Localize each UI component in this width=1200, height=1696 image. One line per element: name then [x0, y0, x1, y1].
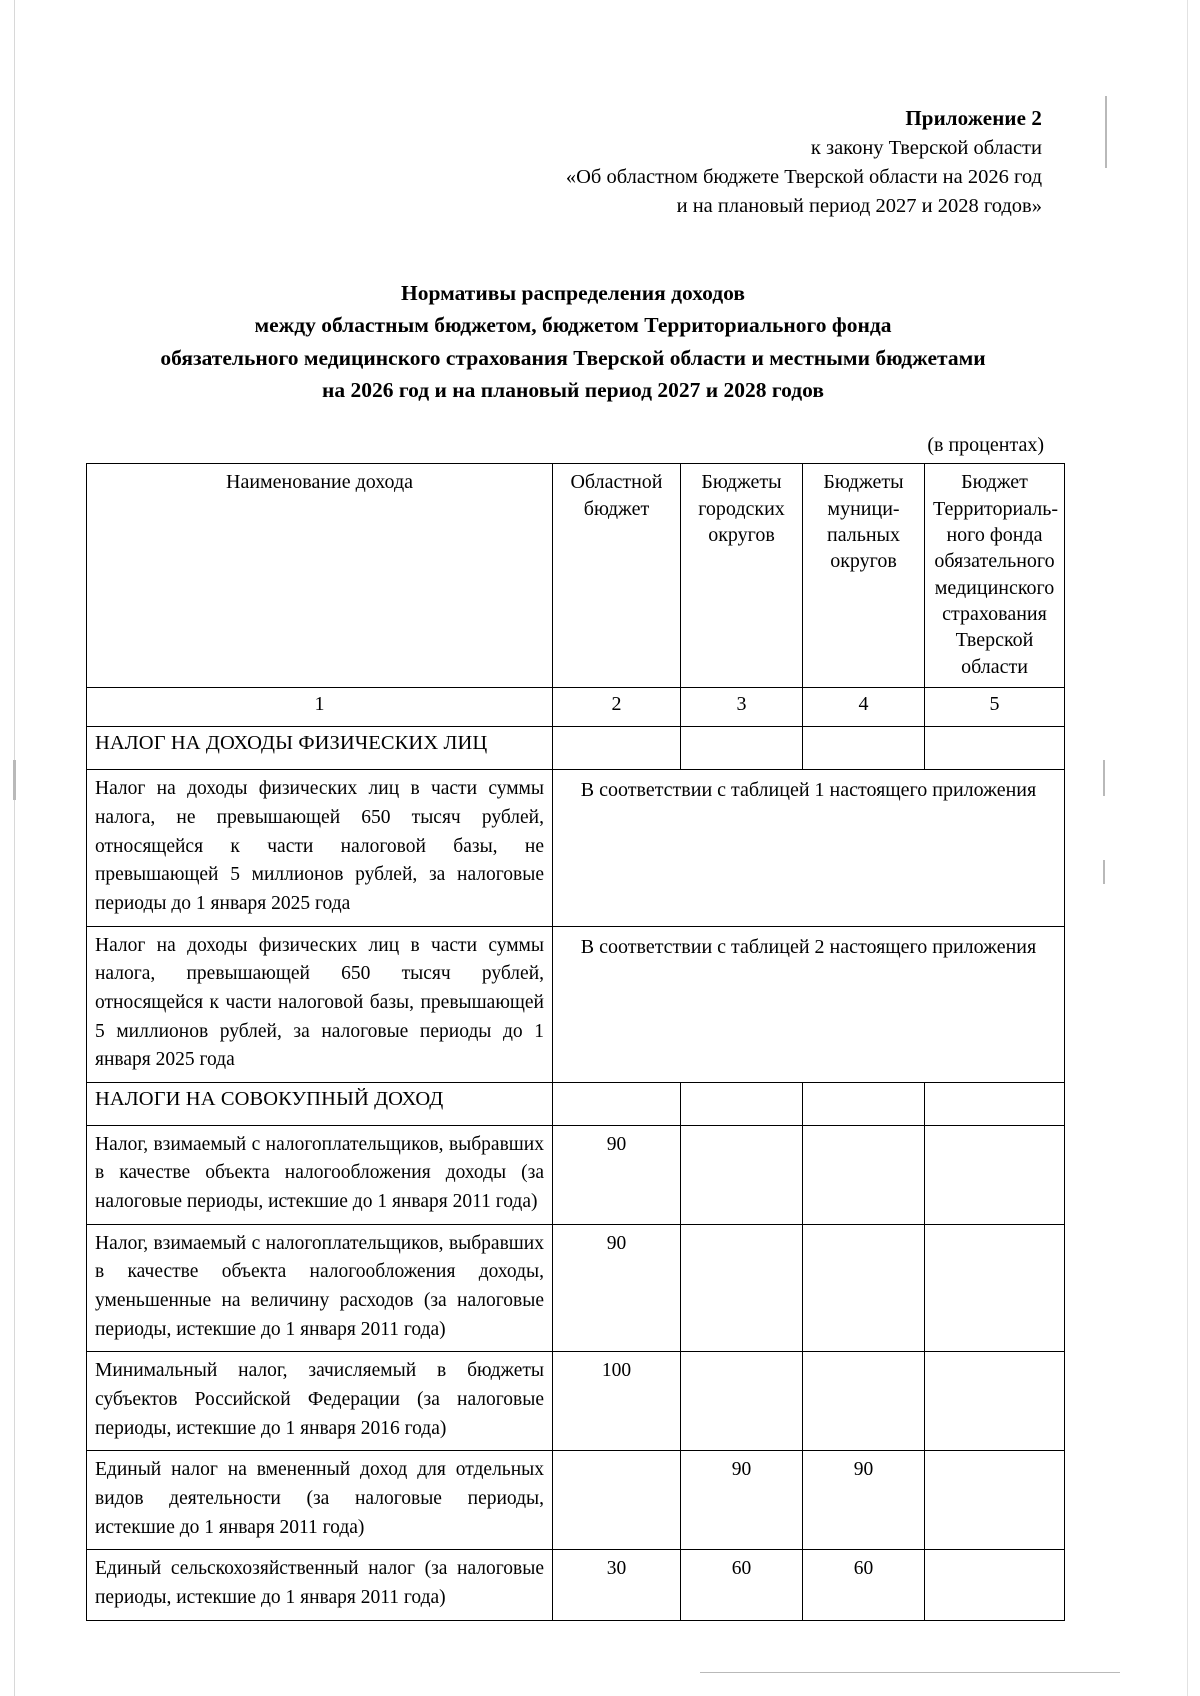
scan-artifact-bottom [700, 1672, 1120, 1673]
table-column-numbers-row [87, 688, 1065, 727]
value-city-districts: 90 [681, 1451, 803, 1550]
document-reference-block [86, 0, 1100, 221]
value-city-districts [681, 1352, 803, 1451]
header-regional-budget: Областной бюджет [553, 464, 681, 688]
value-tfoms [925, 1451, 1065, 1550]
section-title-personal-income-tax: НАЛОГ НА ДОХОДЫ ФИЗИЧЕСКИХ ЛИЦ [87, 727, 553, 770]
units-note: (в процентах) [927, 434, 1044, 457]
title-line-1: Нормативы распределения доходов [400, 281, 746, 306]
value-regional-budget: 30 [553, 1550, 681, 1620]
value-tfoms [925, 1550, 1065, 1620]
section-cell-city [681, 727, 803, 770]
value-city-districts [681, 1125, 803, 1224]
value-municipal-districts: 60 [803, 1550, 925, 1620]
column-number-2: 2 [553, 688, 681, 727]
table-row [87, 1352, 1065, 1451]
section-cell-regional [553, 727, 681, 770]
value-regional-budget: 100 [553, 1352, 681, 1451]
reference-note-table-1: В соответствии с таблицей 1 настоящего приложения [553, 770, 1065, 926]
section-cell-tfoms [925, 727, 1065, 770]
section-cell-city [681, 1082, 803, 1125]
reference-note-table-2: В соответствии с таблицей 2 настоящего приложения [553, 926, 1065, 1082]
section-cell-tfoms [925, 1082, 1065, 1125]
appendix-title: Приложение 2 [905, 106, 1042, 130]
value-regional-budget: 90 [553, 1224, 681, 1352]
value-city-districts [681, 1224, 803, 1352]
table-row [87, 1082, 1065, 1125]
header-income-name: Наименование дохода [87, 464, 553, 688]
title-line-2: между областным бюджетом, бюджетом Территориального фонда [254, 313, 892, 338]
value-tfoms [925, 1224, 1065, 1352]
income-name: Налог, взимаемый с налогоплательщиков, выбравших в качестве объекта налогообложения доходы, уменьшенные на величину расходов (за налоговые периоды, истекшие до 1 января 2011 года) [87, 1224, 553, 1352]
section-cell-regional [553, 1082, 681, 1125]
income-name: Налог, взимаемый с налогоплательщиков, выбравших в качестве объекта налогообложения доходы (за налоговые периоды, истекшие до 1 января 2011 года) [87, 1125, 553, 1224]
title-line-4: на 2026 год и на плановый период 2027 и 2028 годов [322, 377, 824, 402]
reference-line-2: «Об областном бюджете Тверской области на 2026 год [565, 165, 1042, 188]
value-municipal-districts [803, 1125, 925, 1224]
table-row [87, 1224, 1065, 1352]
section-cell-municipal [803, 1082, 925, 1125]
income-distribution-table [86, 463, 1065, 1621]
table-row [87, 1550, 1065, 1620]
income-name: Единый налог на вмененный доход для отдельных видов деятельности (за налоговые периоды, истекшие до 1 января 2011 года) [87, 1451, 553, 1550]
page-title [86, 277, 1100, 406]
column-number-4: 4 [803, 688, 925, 727]
income-name: Налог на доходы физических лиц в части суммы налога, превышающей 650 тысяч рублей, относящейся к части налоговой базы, превышающей 5 миллионов рублей, за налоговые периоды до 1 января 2025 года [87, 926, 553, 1082]
title-line-3: обязательного медицинского страхования Тверской области и местными бюджетами [160, 345, 986, 370]
reference-line-3: и на плановый период 2027 и 2028 годов» [676, 195, 1042, 218]
table-row [87, 770, 1065, 926]
value-city-districts: 60 [681, 1550, 803, 1620]
header-municipal-districts: Бюджеты муници-пальных округов [803, 464, 925, 688]
reference-line-1: к закону Тверской области [810, 136, 1042, 159]
section-title-aggregate-income-taxes: НАЛОГИ НА СОВОКУПНЫЙ ДОХОД [87, 1082, 553, 1125]
value-municipal-districts [803, 1352, 925, 1451]
table-row [87, 926, 1065, 1082]
header-city-districts: Бюджеты городских округов [681, 464, 803, 688]
income-name: Минимальный налог, зачисляемый в бюджеты субъектов Российской Федерации (за налоговые периоды, истекшие до 1 января 2016 года) [87, 1352, 553, 1451]
column-number-1: 1 [87, 688, 553, 727]
value-regional-budget [553, 1451, 681, 1550]
table-row [87, 1125, 1065, 1224]
income-name: Единый сельскохозяйственный налог (за налоговые периоды, истекшие до 1 января 2011 года) [87, 1550, 553, 1620]
section-cell-municipal [803, 727, 925, 770]
table-row [87, 1451, 1065, 1550]
table-row [87, 727, 1065, 770]
table-header-row [87, 464, 1065, 688]
header-tfoms-budget: Бюджет Территориаль-ного фонда обязательного медицинского страхования Тверской области [925, 464, 1065, 688]
value-municipal-districts [803, 1224, 925, 1352]
value-tfoms [925, 1125, 1065, 1224]
value-municipal-districts: 90 [803, 1451, 925, 1550]
income-name: Налог на доходы физических лиц в части суммы налога, не превышающей 650 тысяч рублей, относящейся к части налоговой базы, не превышающей 5 миллионов рублей, за налоговые периоды до 1 января 2025 года [87, 770, 553, 926]
value-tfoms [925, 1352, 1065, 1451]
column-number-3: 3 [681, 688, 803, 727]
value-regional-budget: 90 [553, 1125, 681, 1224]
column-number-5: 5 [925, 688, 1065, 727]
